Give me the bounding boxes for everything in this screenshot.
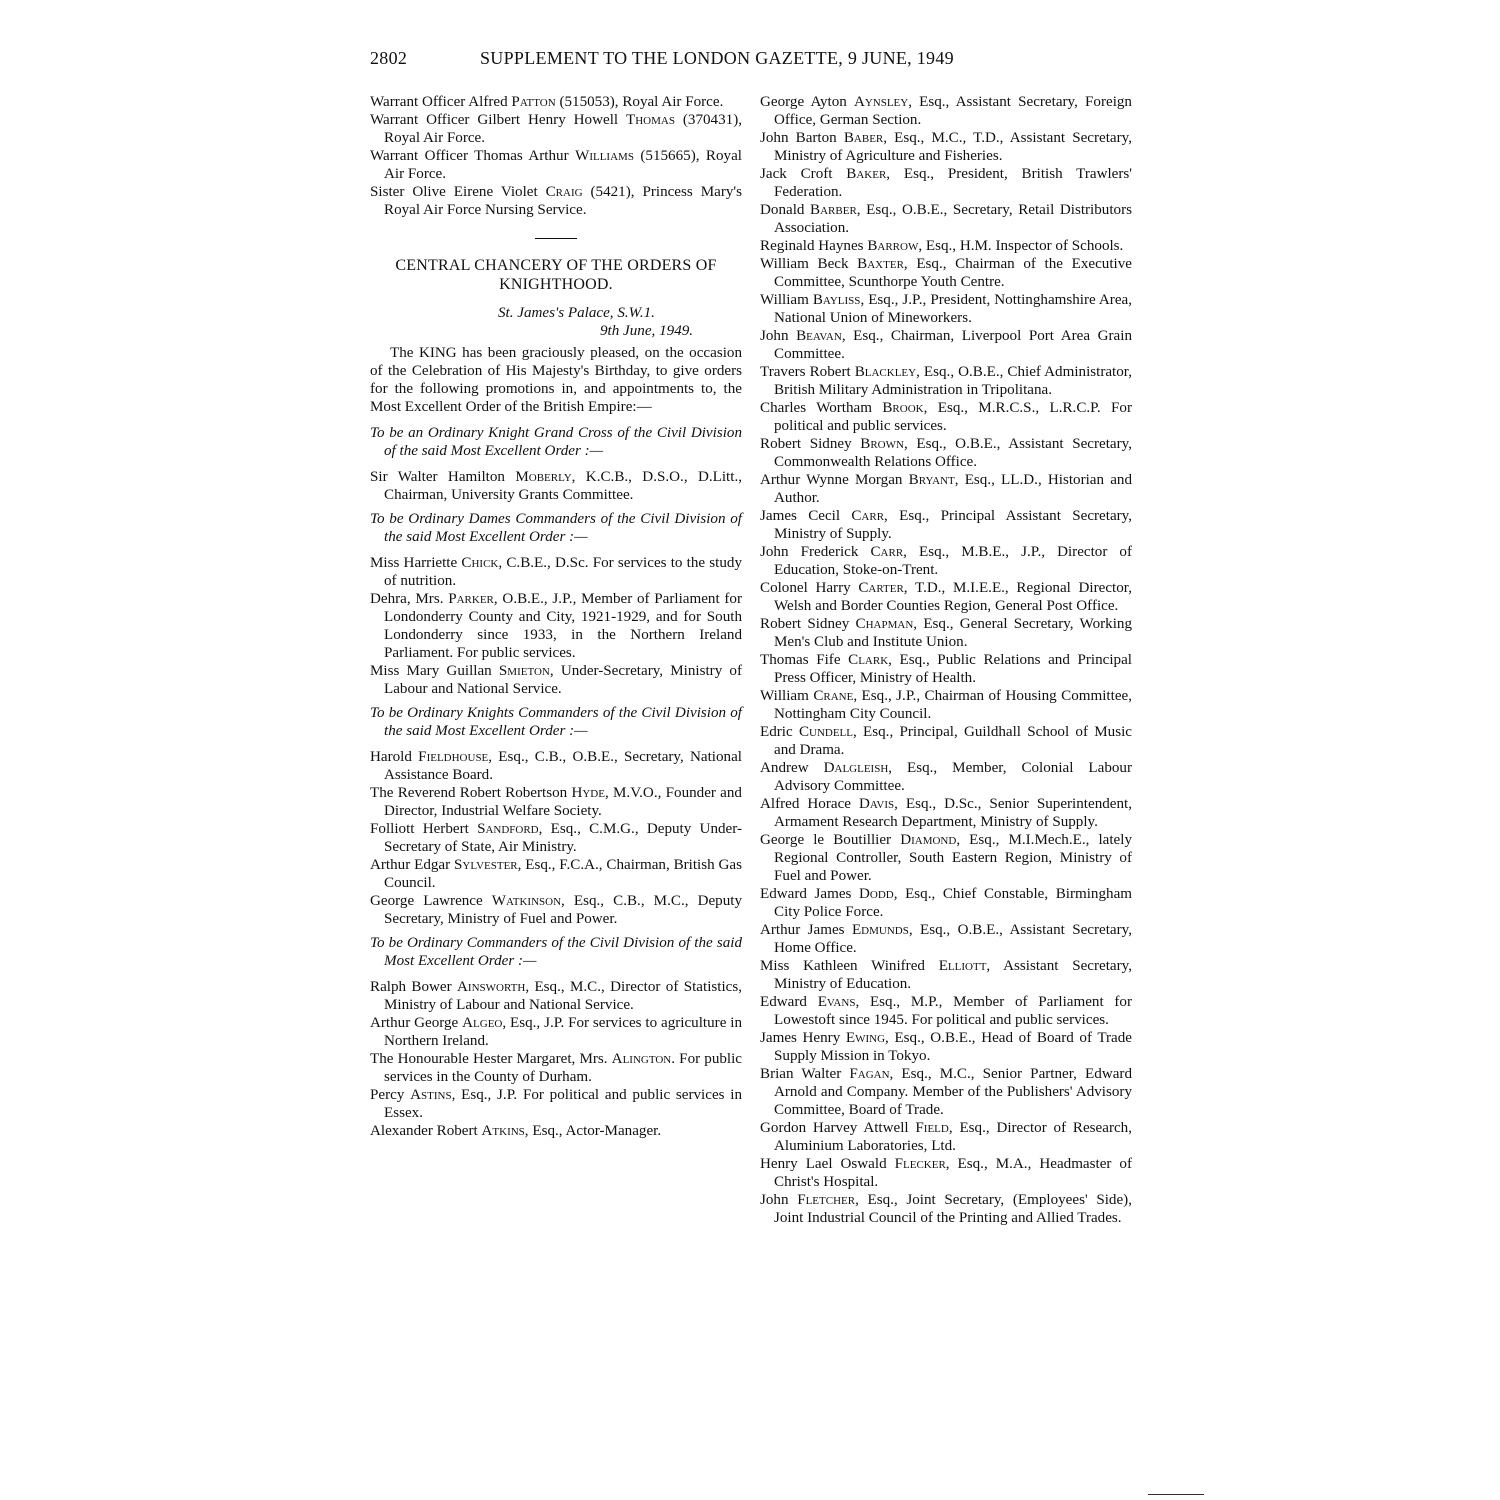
- list-item: George Lawrence Watkinson, Esq., C.B., M.C., Deputy Secretary, Ministry of Fuel and Power.: [370, 893, 742, 927]
- list-item: William Crane, Esq., J.P., Chairman of Housing Committee, Nottingham City Council.: [760, 688, 1132, 722]
- list-item: Charles Wortham Brook, Esq., M.R.C.S., L.R.C.P. For political and public services.: [760, 400, 1132, 434]
- list-item: Arthur Wynne Morgan Bryant, Esq., LL.D., Historian and Author.: [760, 472, 1132, 506]
- list-item: Arthur George Algeo, Esq., J.P. For services to agriculture in Northern Ireland.: [370, 1015, 743, 1049]
- list-item: Alfred Horace Davis, Esq., D.Sc., Senior Superintendent, Armament Research Department, Ministry of Supply.: [760, 796, 1132, 830]
- list-item: Arthur James Edmunds, Esq., O.B.E., Assistant Secretary, Home Office.: [760, 922, 1132, 956]
- list-item: Folliott Herbert Sandford, Esq., C.M.G., Deputy Under-Secretary of State, Air Ministry.: [370, 821, 742, 855]
- list-item: Edward James Dodd, Esq., Chief Constable, Birmingham City Police Force.: [760, 886, 1133, 920]
- list-item: Reginald Haynes Barrow, Esq., H.M. Inspector of Schools.: [760, 238, 1124, 254]
- list-item: Harold Fieldhouse, Esq., C.B., O.B.E., Secretary, National Assistance Board.: [370, 749, 742, 783]
- list-item: Jack Croft Baker, Esq., President, British Trawlers' Federation.: [760, 166, 1132, 200]
- list-item: James Cecil Carr, Esq., Principal Assistant Secretary, Ministry of Supply.: [760, 508, 1133, 542]
- list-item: William Beck Baxter, Esq., Chairman of the Executive Committee, Scunthorpe Youth Centre.: [760, 256, 1132, 290]
- section-title: CENTRAL CHANCERY OF THE ORDERS OF KNIGHTHOOD.: [395, 257, 717, 293]
- list-item: John Barton Baber, Esq., M.C., T.D., Assistant Secretary, Ministry of Agriculture and Fisheries.: [760, 130, 1132, 164]
- list-item: Colonel Harry Carter, T.D., M.I.E.E., Regional Director, Welsh and Border Counties Region, General Post Office.: [760, 580, 1132, 614]
- list-item: George Ayton Aynsley, Esq., Assistant Secretary, Foreign Office, German Section.: [760, 94, 1132, 128]
- list-item: Miss Mary Guillan Smieton, Under-Secretary, Ministry of Labour and National Service.: [370, 663, 743, 697]
- dateline-place: St. James's Palace, S.W.1.: [498, 305, 655, 321]
- list-item: Robert Sidney Chapman, Esq., General Secretary, Working Men's Club and Institute Union.: [760, 616, 1132, 650]
- award-heading: To be Ordinary Commanders of the Civil Division of the said Most Excellent Order :—: [370, 935, 742, 969]
- list-item: Ralph Bower Ainsworth, Esq., M.C., Director of Statistics, Ministry of Labour and National Service.: [370, 979, 743, 1013]
- list-item: James Henry Ewing, Esq., O.B.E., Head of Board of Trade Supply Mission in Tokyo.: [760, 1030, 1132, 1064]
- list-item: William Bayliss, Esq., J.P., President, Nottinghamshire Area, National Union of Mineworkers.: [760, 292, 1132, 326]
- list-item: Alexander Robert Atkins, Esq., Actor-Manager.: [370, 1123, 662, 1139]
- page-header: [370, 48, 1140, 74]
- list-item: Brian Walter Fagan, Esq., M.C., Senior Partner, Edward Arnold and Company. Member of the Publishers' Advisory Committee, Board of Trade.: [760, 1066, 1132, 1118]
- award-group: [370, 934, 742, 1140]
- list-item: John Beavan, Esq., Chairman, Liverpool Port Area Grain Committee.: [760, 328, 1132, 362]
- award-group: [370, 424, 742, 504]
- list-item: The Honourable Hester Margaret, Mrs. Alington. For public services in the County of Durham.: [370, 1051, 742, 1085]
- list-item: Warrant Officer Alfred Patton (515053), Royal Air Force.: [370, 94, 724, 110]
- award-group: [370, 510, 742, 698]
- list-item: Travers Robert Blackley, Esq., O.B.E., Chief Administrator, British Military Administration in Tripolitana.: [760, 364, 1132, 398]
- right-column: [760, 93, 1132, 1227]
- list-item: Sister Olive Eirene Violet Craig (5421), Princess Mary's Royal Air Force Nursing Service.: [370, 184, 742, 218]
- list-item: The Reverend Robert Robertson Hyde, M.V.O., Founder and Director, Industrial Welfare Society.: [370, 785, 742, 819]
- list-item: John Fletcher, Esq., Joint Secretary, (Employees' Side), Joint Industrial Council of the Printing and Allied Trades.: [760, 1192, 1132, 1226]
- list-item: Percy Astins, Esq., J.P. For political and public services in Essex.: [370, 1087, 743, 1121]
- list-item: George le Boutillier Diamond, Esq., M.I.Mech.E., lately Regional Controller, South Eastern Region, Ministry of Fuel and Power.: [760, 832, 1132, 884]
- list-item: Dehra, Mrs. Parker, O.B.E., J.P., Member of Parliament for Londonderry County and City, 1921-1929, and for South Londonderry since 1933, in the Northern Ireland Parliament. For public services.: [370, 591, 742, 661]
- list-item: Arthur Edgar Sylvester, Esq., F.C.A., Chairman, British Gas Council.: [370, 857, 743, 891]
- list-item: Miss Kathleen Winifred Elliott, Assistant Secretary, Ministry of Education.: [760, 958, 1132, 992]
- list-item: Gordon Harvey Attwell Field, Esq., Director of Research, Aluminium Laboratories, Ltd.: [760, 1120, 1133, 1154]
- award-heading: To be an Ordinary Knight Grand Cross of the Civil Division of the said Most Excellent Order :—: [370, 425, 742, 459]
- award-heading: To be Ordinary Knights Commanders of the Civil Division of the said Most Excellent Order :—: [370, 705, 742, 739]
- list-item: John Frederick Carr, Esq., M.B.E., J.P., Director of Education, Stoke-on-Trent.: [760, 544, 1132, 578]
- list-item: Robert Sidney Brown, Esq., O.B.E., Assistant Secretary, Commonwealth Relations Office.: [760, 436, 1132, 470]
- list-item: Andrew Dalgleish, Esq., Member, Colonial Labour Advisory Committee.: [760, 760, 1132, 794]
- list-item: Miss Harriette Chick, C.B.E., D.Sc. For services to the study of nutrition.: [370, 555, 742, 589]
- page-number: 2802: [370, 48, 408, 68]
- list-item: Warrant Officer Gilbert Henry Howell Thomas (370431), Royal Air Force.: [370, 112, 742, 146]
- opening-entries: [370, 93, 742, 219]
- list-item: Thomas Fife Clark, Esq., Public Relations and Principal Press Officer, Ministry of Health.: [760, 652, 1132, 686]
- list-item: Donald Barber, Esq., O.B.E., Secretary, Retail Distributors Association.: [760, 202, 1132, 236]
- footer-rule: [1148, 1494, 1204, 1495]
- left-column: [370, 93, 742, 1140]
- list-item: Edward Evans, Esq., M.P., Member of Parliament for Lowestoft since 1945. For political and public services.: [760, 994, 1132, 1028]
- running-title: SUPPLEMENT TO THE LONDON GAZETTE, 9 JUNE, 1949: [480, 48, 954, 68]
- award-heading: To be Ordinary Dames Commanders of the Civil Division of the said Most Excellent Order :—: [370, 511, 742, 545]
- list-item: Sir Walter Hamilton Moberly, K.C.B., D.S.O., D.Litt., Chairman, University Grants Committee.: [370, 469, 742, 503]
- preamble: The KING has been graciously pleased, on the occasion of the Celebration of His Majesty's Birthday, to give orders for the following promotions in, and appointments to, the Most Excellent Order of the British Empire:—: [370, 345, 742, 415]
- list-item: Edric Cundell, Esq., Principal, Guildhall School of Music and Drama.: [760, 724, 1132, 758]
- dateline-date: 9th June, 1949.: [600, 323, 694, 339]
- list-item: Henry Lael Oswald Flecker, Esq., M.A., Headmaster of Christ's Hospital.: [760, 1156, 1132, 1190]
- award-group: [370, 704, 742, 928]
- section-divider: [535, 238, 577, 239]
- list-item: Warrant Officer Thomas Arthur Williams (515665), Royal Air Force.: [370, 148, 742, 182]
